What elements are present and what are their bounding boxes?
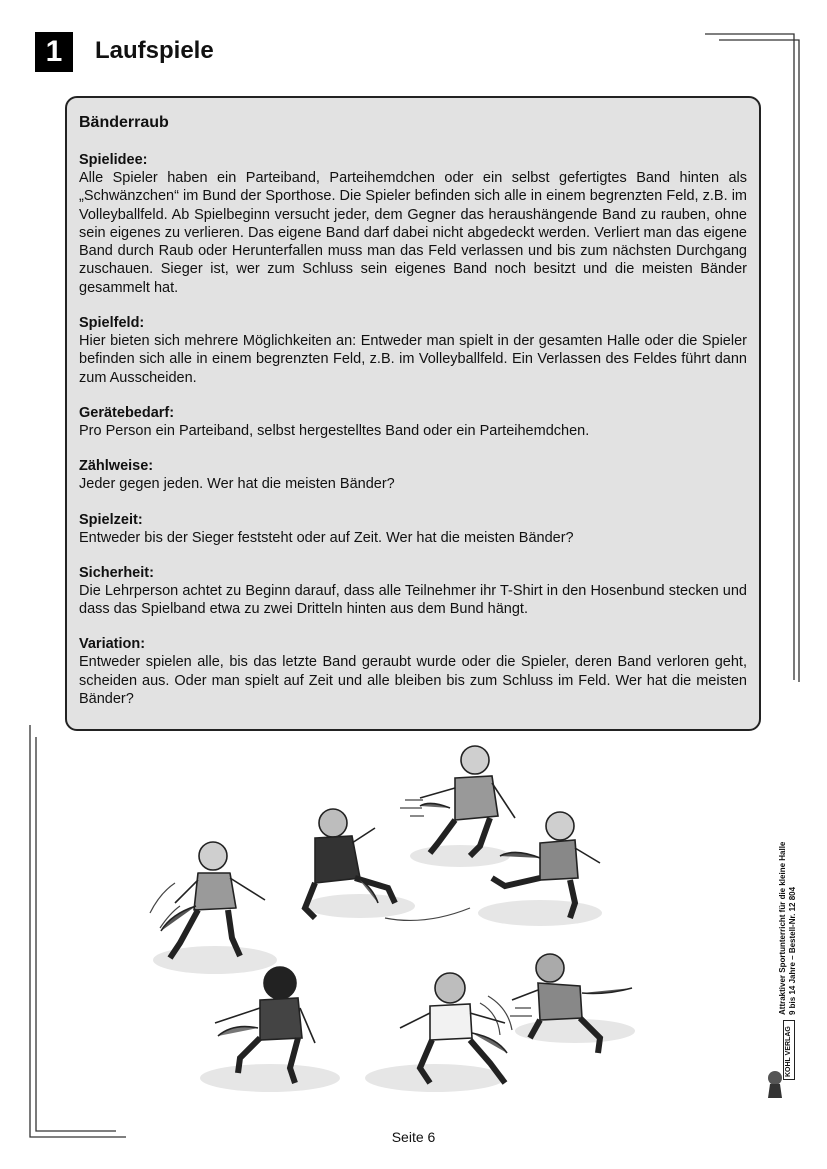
section-spielfeld [79,315,747,387]
section-zaehlweise [79,458,747,493]
publisher-mascot-icon [766,1020,784,1100]
page-number: Seite 6 [391,1129,436,1145]
children-playing-illustration [120,738,650,1098]
section-text: Die Lehrperson achtet zu Beginn darauf, dass alle Teilnehmer ihr T-Shirt in den Hosenbund stecken und dass das Spielband etwa zu zwei Dritteln hinten aus dem Bund hängt. [79,582,747,618]
section-text: Entweder bis der Sieger feststeht oder auf Zeit. Wer hat die meisten Bänder? [79,529,574,546]
section-heading: Sicherheit: [79,564,154,581]
series-order-info: 9 bis 14 Jahre – Bestell-Nr. 12 804 [787,886,797,1015]
section-spielzeit [79,512,747,547]
section-sicherheit [79,565,747,619]
series-title-vertical [778,800,798,1015]
section-heading: Zählweise: [79,458,154,475]
section-text: Hier bieten sich mehrere Möglichkeiten an: Entweder man spielt in der gesamten Halle oder die Spieler befinden sich alle in einem begrenzten Feld, z.B. im Volleyballfeld. Ein Verlassen des Feldes führt dann zum Ausscheiden. [79,333,747,386]
section-heading: Gerätebedarf: [79,404,175,421]
section-text: Entweder spielen alle, bis das letzte Band geraubt wurde oder die Spieler, deren Band verloren geht, scheiden aus. Oder man spielt auf Zeit und alle bleiben bis zum Schluss im Feld. Wer hat die meisten Bänder? [79,654,747,708]
chapter-number-badge: 1 [35,32,73,72]
section-heading: Spielzeit: [79,511,143,528]
section-variation [79,636,747,708]
section-text: Alle Spieler haben ein Parteiband, Parteihemdchen oder ein selbst gefertigtes Band hinten als „Schwänzchen“ im Bund der Sporthose. Die Spieler befinden sich alle in einem begrenzten Feld, z.B. im Volleyballfeld. Ab Spielbeginn versucht jeder, dem Gegner das heraushängende Band zu rauben, ohne sein eigenes zu verlieren. Das eigene Band darf dabei nicht abgedeckt werden. Verliert man das eigene Band durch Raub oder Herunterfallen muss man das Feld verlassen und bis zum nächsten Durchgang zuschauen. Sieger ist, wer zum Schluss sein eigenes Band noch besitzt und die meisten Bänder gesammelt hat. [79,170,747,296]
section-heading: Spielfeld: [79,315,145,332]
page-title: Laufspiele [95,37,214,64]
section-geraetebedarf [79,405,747,440]
section-heading: Variation: [79,636,146,653]
decorative-frame-bottom-left [26,725,126,1145]
game-title: Bänderraub [79,114,169,131]
section-text: Pro Person ein Parteiband, selbst hergestelltes Band oder ein Parteihemdchen. [79,422,590,439]
child-top-center [420,746,515,856]
game-description-box [65,96,761,731]
publisher-logo [766,1020,796,1100]
child-running-left [161,842,265,958]
section-text: Jeder gegen jeden. Wer hat die meisten Bänder? [79,476,395,493]
section-spielidee [79,152,747,297]
series-title: Attraktiver Sportunterricht für die kleine Halle [778,841,787,1015]
publisher-name: KOHL VERLAG [783,1020,795,1080]
section-heading: Spielidee: [79,152,148,168]
